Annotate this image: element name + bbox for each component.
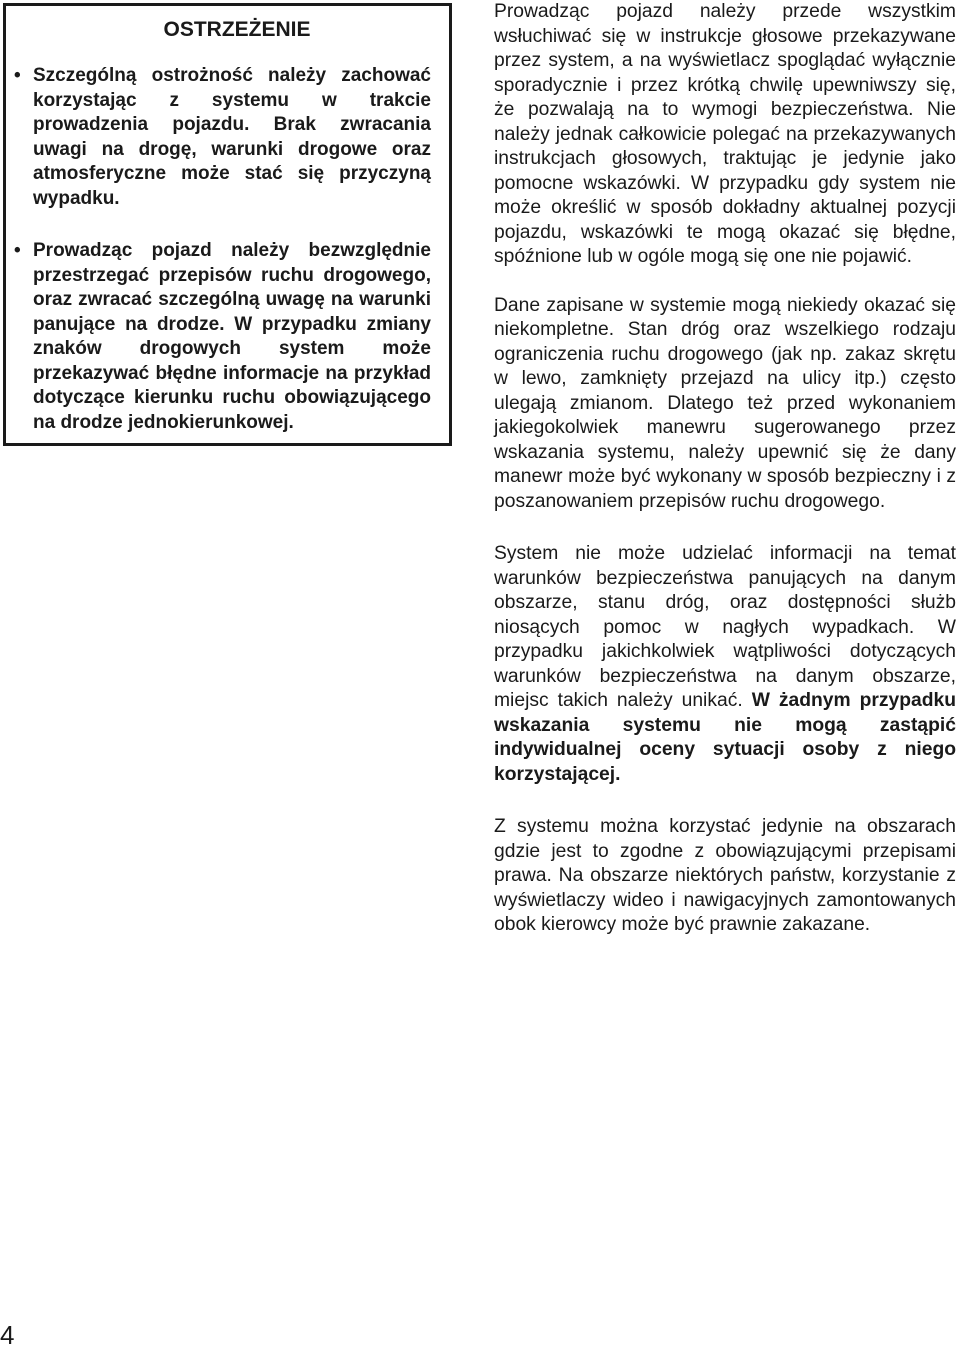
paragraph-text: System nie może udzielać informacji na temat warunków bezpieczeństwa panujących na danym obszarze, stanu dróg, oraz dostępności służb niosących pomoc w nagłych wypadkach. W przypadku jakichkolwiek wątpliwości dotyczących warunków bezpieczeństwa na danym obszarze, miejsc takich należy unikać. [494,543,956,711]
warning-item [14,239,431,435]
warning-item [14,64,431,211]
paragraph: Prowadząc pojazd należy przede wszystkim wsłuchiwać się w instrukcje głosowe przekazywane przez system, a na wyświetlacz spoglądać wyłącznie sporadycznie i przez krótką chwilę upewniwszy się, że pozwalają na to wymogi bezpieczeństwa. Nie należy jednak całkowicie polegać na przekazywanych instrukcjach głosowych, traktując je jedynie jako pomocne wskazówki. W przypadku gdy system nie może określić w sposób dokładny aktualnej pozycji pojazdu, wskazówki te mogą okazać się błędne, spóźnione lub w ogóle mogą się one nie pojawić. [494,1,956,267]
warning-box [3,3,452,446]
bullet-icon: • [14,240,21,261]
paragraph: Z systemu można korzystać jedynie na obszarach gdzie jest to zgodne z obowiązującymi przepisami prawa. Na obszarze niektórych państw, korzystanie z wyświetlaczy wideo i nawigacyjnych zamontowanych obok kierowcy może być prawnie zakazane. [494,816,956,935]
warning-item-text: Prowadząc pojazd należy bezwzględnie przestrzegać przepisów ruchu drogowego, oraz zwracać szczególną uwagę na warunki panujące na drodze. W przypadku zmiany znaków drogowych system może przekazywać błędne informacje na przykład dotyczące kierunku ruchu obowiązującego na drodze jednokierunkowej. [33,240,431,433]
warning-list [14,64,431,435]
paragraph: Dane zapisane w systemie mogą niekiedy okazać się niekompletne. Stan dróg oraz wszelkiego rodzaju ograniczenia ruchu drogowego (jak np. zakaz skrętu w lewo, zamknięty przejazd na ulicy itp.) często ulegają zmianom. Dlatego też przed wykonaniem jakiegokolwiek manewru sugerowanego przez wskazania systemu, należy upewnić się że dany manewr może być wykonany w sposób bezpieczny i z poszanowaniem przepisów ruchu drogowego. [494,294,956,512]
warning-title: OSTRZEŻENIE [163,18,311,41]
body-column [494,0,956,962]
paragraph [494,542,956,787]
emphasis-text: W żadnym przypadku wskazania systemu nie mogą zastąpić indywidualnej oceny sytuacji osoby z niego korzystającej. [494,690,957,785]
page-number: 4 [0,1320,15,1350]
bullet-icon: • [14,65,21,86]
warning-item-text: Szczególną ostrożność należy zachować korzystając z systemu w trakcie prowadzenia pojazdu. Brak zwracania uwagi na drogę, warunki drogowe oraz atmosferyczne może stać się przyczyną wypadku. [33,65,431,209]
